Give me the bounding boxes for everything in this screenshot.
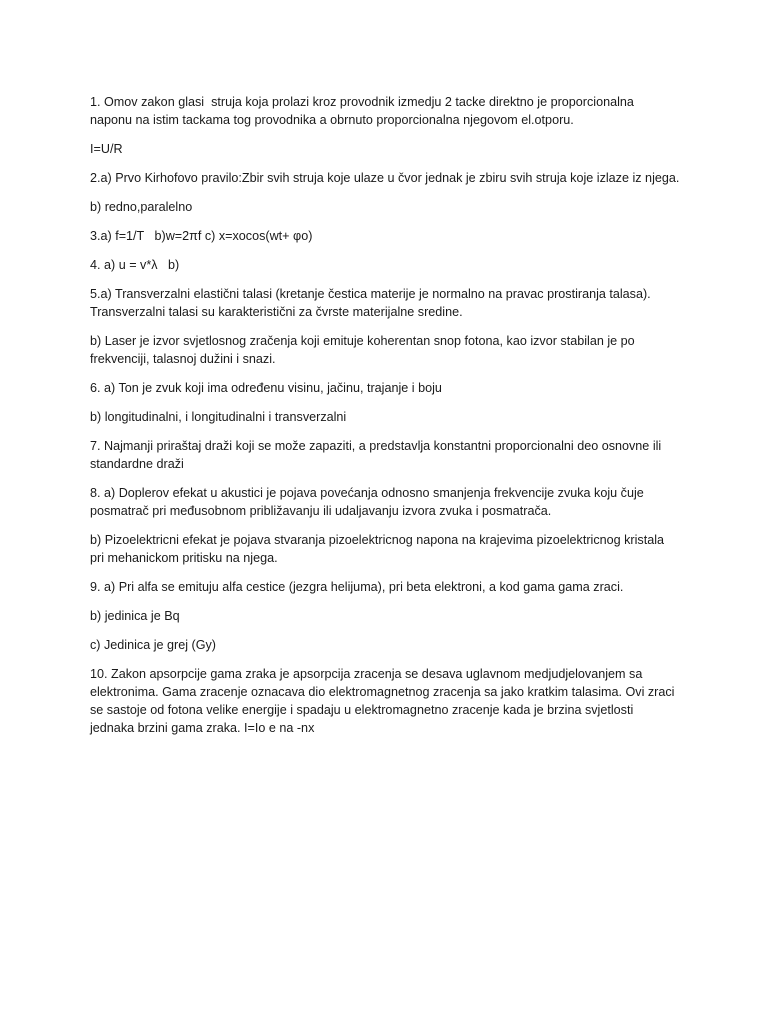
text-line: 5.a) Transverzalni elastični talasi (kretanje čestica materije je normalno na pravac prostiranja talasa).	[90, 287, 651, 301]
text-line: I=U/R	[90, 142, 123, 156]
paragraph	[90, 665, 690, 737]
paragraph	[90, 379, 690, 397]
text-line: naponu na istim tackama tog provodnika a obrnuto proporcionalna njegovom el.otporu.	[90, 113, 574, 127]
paragraph	[90, 227, 690, 245]
text-line: b) Laser je izvor svjetlosnog zračenja koji emituje koherentan snop fotona, kao izvor stabilan je po	[90, 334, 635, 348]
paragraph	[90, 484, 690, 520]
text-line: 4. a) u = v*λ b)	[90, 258, 180, 272]
text-line: pri mehanickom pritisku na njega.	[90, 551, 278, 565]
document-page	[90, 93, 690, 748]
text-line: b) redno,paralelno	[90, 200, 193, 214]
text-line: c) Jedinica je grej (Gy)	[90, 638, 216, 652]
paragraph	[90, 93, 690, 129]
text-line: b) Pizoelektricni efekat je pojava stvaranja pizoelektricnog napona na krajevima pizoelektricnog kristala	[90, 533, 665, 547]
text-line: standardne draži	[90, 457, 184, 471]
paragraph	[90, 531, 690, 567]
paragraph	[90, 198, 690, 216]
text-line: 7. Najmanji priraštaj draži koji se može zapaziti, a predstavlja konstantni proporcionalni deo osnovne ili	[90, 439, 662, 453]
paragraph	[90, 285, 690, 321]
text-line: 6. a) Ton je zvuk koji ima određenu visinu, jačinu, trajanje i boju	[90, 381, 442, 395]
text-line: 9. a) Pri alfa se emituju alfa cestice (jezgra helijuma), pri beta elektroni, a kod gama gama zraci.	[90, 580, 624, 594]
text-line: elektronima. Gama zracenje oznacava dio elektromagnetnog zracenja sa jako kratkim talasima. Ovi zraci	[90, 685, 675, 699]
paragraph	[90, 578, 690, 596]
paragraph	[90, 607, 690, 625]
text-line: b) longitudinalni, i longitudinalni i transverzalni	[90, 410, 347, 424]
paragraph	[90, 256, 690, 274]
text-line: jednaka brzini gama zraka. I=Io e na -nx	[90, 721, 315, 735]
paragraph	[90, 437, 690, 473]
text-line: Transverzalni talasi su karakteristični za čvrste materijalne sredine.	[90, 305, 463, 319]
text-line: se sastoje od fotona velike energije i spadaju u elektromagnetno zracenje kada je brzina svjetlosti	[90, 703, 634, 717]
text-line: b) jedinica je Bq	[90, 609, 180, 623]
text-line: frekvenciji, talasnoj dužini i snazi.	[90, 352, 276, 366]
paragraph	[90, 169, 690, 187]
paragraph	[90, 636, 690, 654]
text-line: 2.a) Prvo Kirhofovo pravilo:Zbir svih struja koje ulaze u čvor jednak je zbiru svih struja koje izlaze iz njega.	[90, 171, 680, 185]
paragraph	[90, 408, 690, 426]
paragraph	[90, 140, 690, 158]
paragraph	[90, 332, 690, 368]
text-line: 1. Omov zakon glasi struja koja prolazi kroz provodnik izmedju 2 tacke direktno je proporcionalna	[90, 95, 634, 109]
text-line: 8. a) Doplerov efekat u akustici je pojava povećanja odnosno smanjenja frekvencije zvuka koju čuje	[90, 486, 644, 500]
text-line: 10. Zakon apsorpcije gama zraka je apsorpcija zracenja se desava uglavnom medjudjelovanjem sa	[90, 667, 643, 681]
text-line: 3.a) f=1/T b)w=2πf c) x=xocos(wt+ φo)	[90, 229, 313, 243]
text-line: posmatrač pri međusobnom približavanju ili udaljavanju izvora zvuka i posmatrača.	[90, 504, 552, 518]
